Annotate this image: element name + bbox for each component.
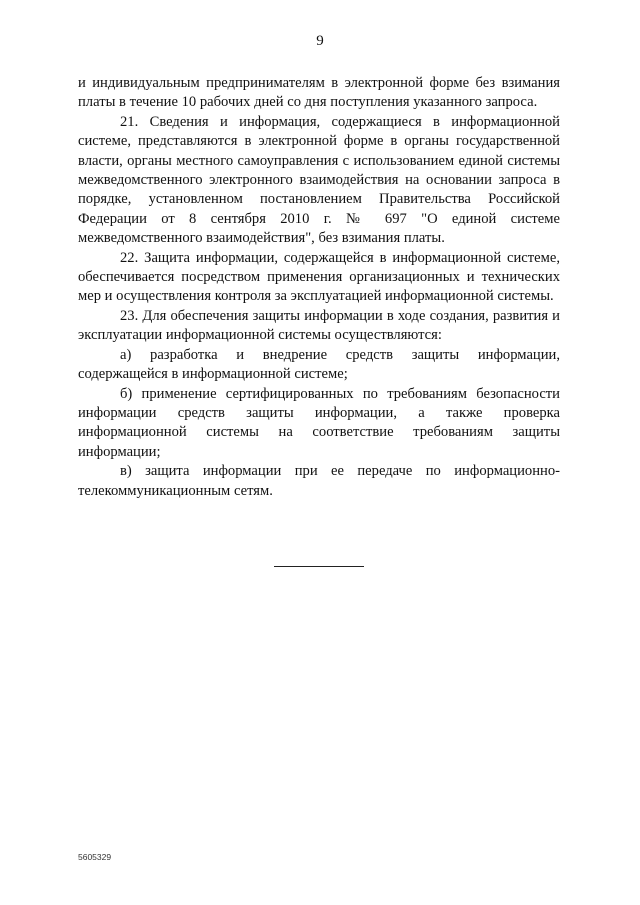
- paragraph-23: 23. Для обеспечения защиты информации в ходе создания, развития и эксплуатации информационной системы осуществляются:: [78, 307, 560, 344]
- paragraph-23-item-b: б) применение сертифицированных по требованиям безопасности информации средств защиты информации, а также проверка информационной системы на соответствие требованиям защиты информации;: [78, 385, 560, 460]
- paragraph-continuation: и индивидуальным предпринимателям в электронной форме без взимания платы в течение 10 рабочих дней со дня поступления указанного запроса.: [78, 75, 560, 111]
- document-code: 5605329: [78, 852, 112, 862]
- paragraph-22: 22. Защита информации, содержащейся в информационной системе, обеспечивается посредством применения организационных и технических мер и осуществления контроля за эксплуатацией информационной системы.: [78, 249, 560, 305]
- page-number: 9: [316, 33, 324, 49]
- paragraph-23-item-a: а) разработка и внедрение средств защиты информации, содержащейся в информационной системе;: [78, 346, 560, 383]
- end-of-text-rule: [274, 566, 364, 567]
- paragraph-23-item-c: в) защита информации при ее передаче по информационно-телекоммуникационным сетям.: [78, 463, 560, 499]
- document-body: [78, 74, 560, 501]
- paragraph-21: 21. Сведения и информация, содержащиеся в информационной системе, представляются в электронной форме в органы государственной власти, органы местного самоуправления с использованием единой системы межведомственного электронного взаимодействия на основании запроса в порядке, установленном постановлением Правительства Российской Федерации от 8 сентября 2010 г. № 697 "О единой системе межведомственного взаимодействия", без взимания платы.: [78, 113, 560, 247]
